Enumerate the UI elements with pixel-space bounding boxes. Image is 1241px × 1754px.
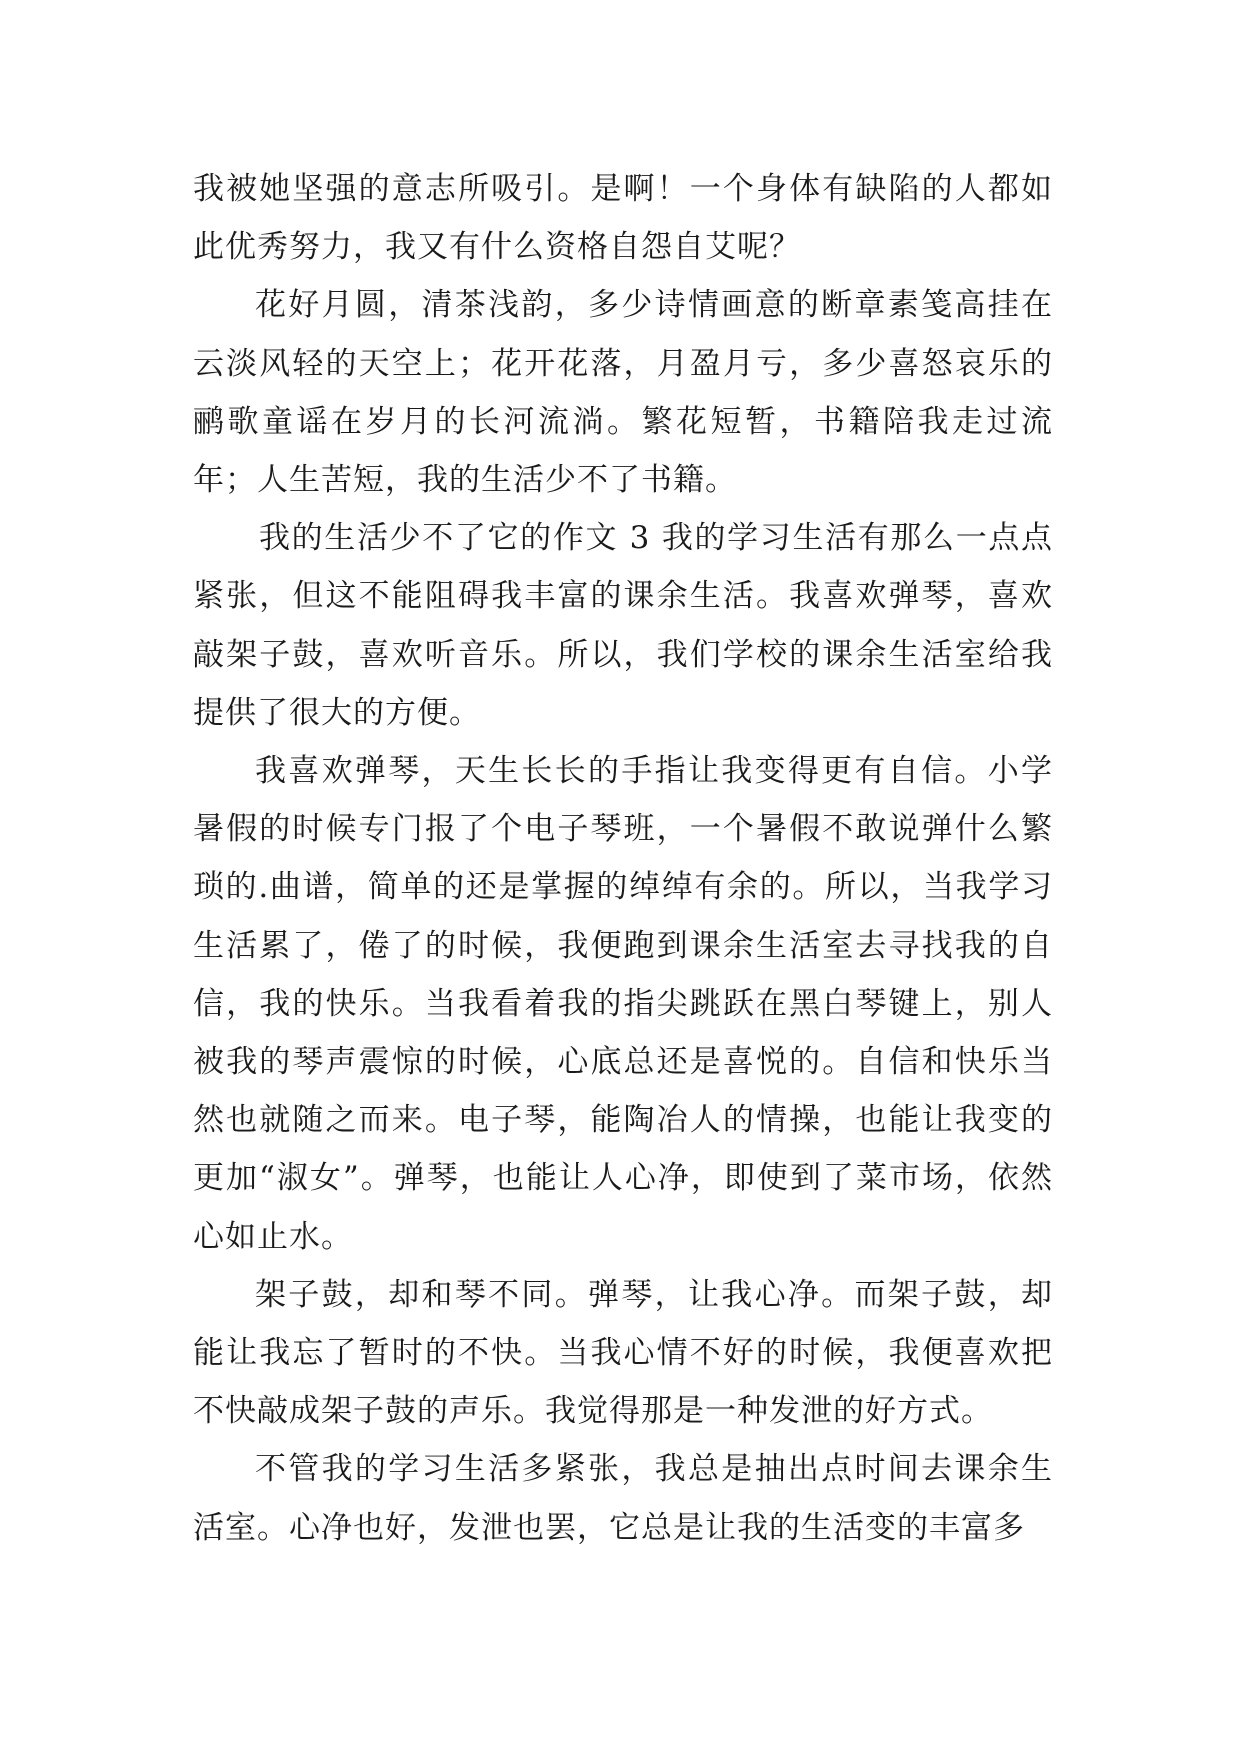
paragraph-4: 我喜欢弹琴，天生长长的手指让我变得更有自信。小学暑假的时候专门报了个电子琴班，一个暑假不敢说弹什么繁琐的.曲谱，简单的还是掌握的绰绰有余的。所以，当我学习生活累了，倦了的时候，我便跑到课余生活室去寻找我的自信，我的快乐。当我看着我的指尖跳跃在黑白琴键上，别人被我的琴声震惊的时候，心底总还是喜悦的。自信和快乐当然也就随之而来。电子琴，能陶冶人的情操，也能让我变的更加“淑女”。弹琴，也能让人心净，即使到了菜市场，依然心如止水。 <box>193 753 1053 1255</box>
paragraph-5: 架子鼓，却和琴不同。弹琴，让我心净。而架子鼓，却能让我忘了暂时的不快。当我心情不好的时候，我便喜欢把不快敲成架子鼓的声乐。我觉得那是一种发泄的好方式。 <box>193 1276 1053 1430</box>
paragraph-2: 花好月圆，清茶浅韵，多少诗情画意的断章素笺高挂在云淡风轻的天空上；花开花落，月盈月亏，多少喜怒哀乐的鹂歌童谣在岁月的长河流淌。繁花短暂，书籍陪我走过流年；人生苦短，我的生活少不了书籍。 <box>193 287 1053 499</box>
document-body <box>193 160 1053 1557</box>
paragraph-1: 我被她坚强的意志所吸引。是啊！一个身体有缺陷的人都如此优秀努力，我又有什么资格自怨自艾呢？ <box>193 171 1053 266</box>
paragraph-3: 我的生活少不了它的作文 3 我的学习生活有那么一点点紧张，但这不能阻碍我丰富的课余生活。我喜欢弹琴，喜欢敲架子鼓，喜欢听音乐。所以，我们学校的课余生活室给我提供了很大的方便。 <box>193 520 1053 731</box>
paragraph-6: 不管我的学习生活多紧张，我总是抽出点时间去课余生活室。心净也好，发泄也罢，它总是让我的生活变的丰富多 <box>193 1451 1053 1546</box>
